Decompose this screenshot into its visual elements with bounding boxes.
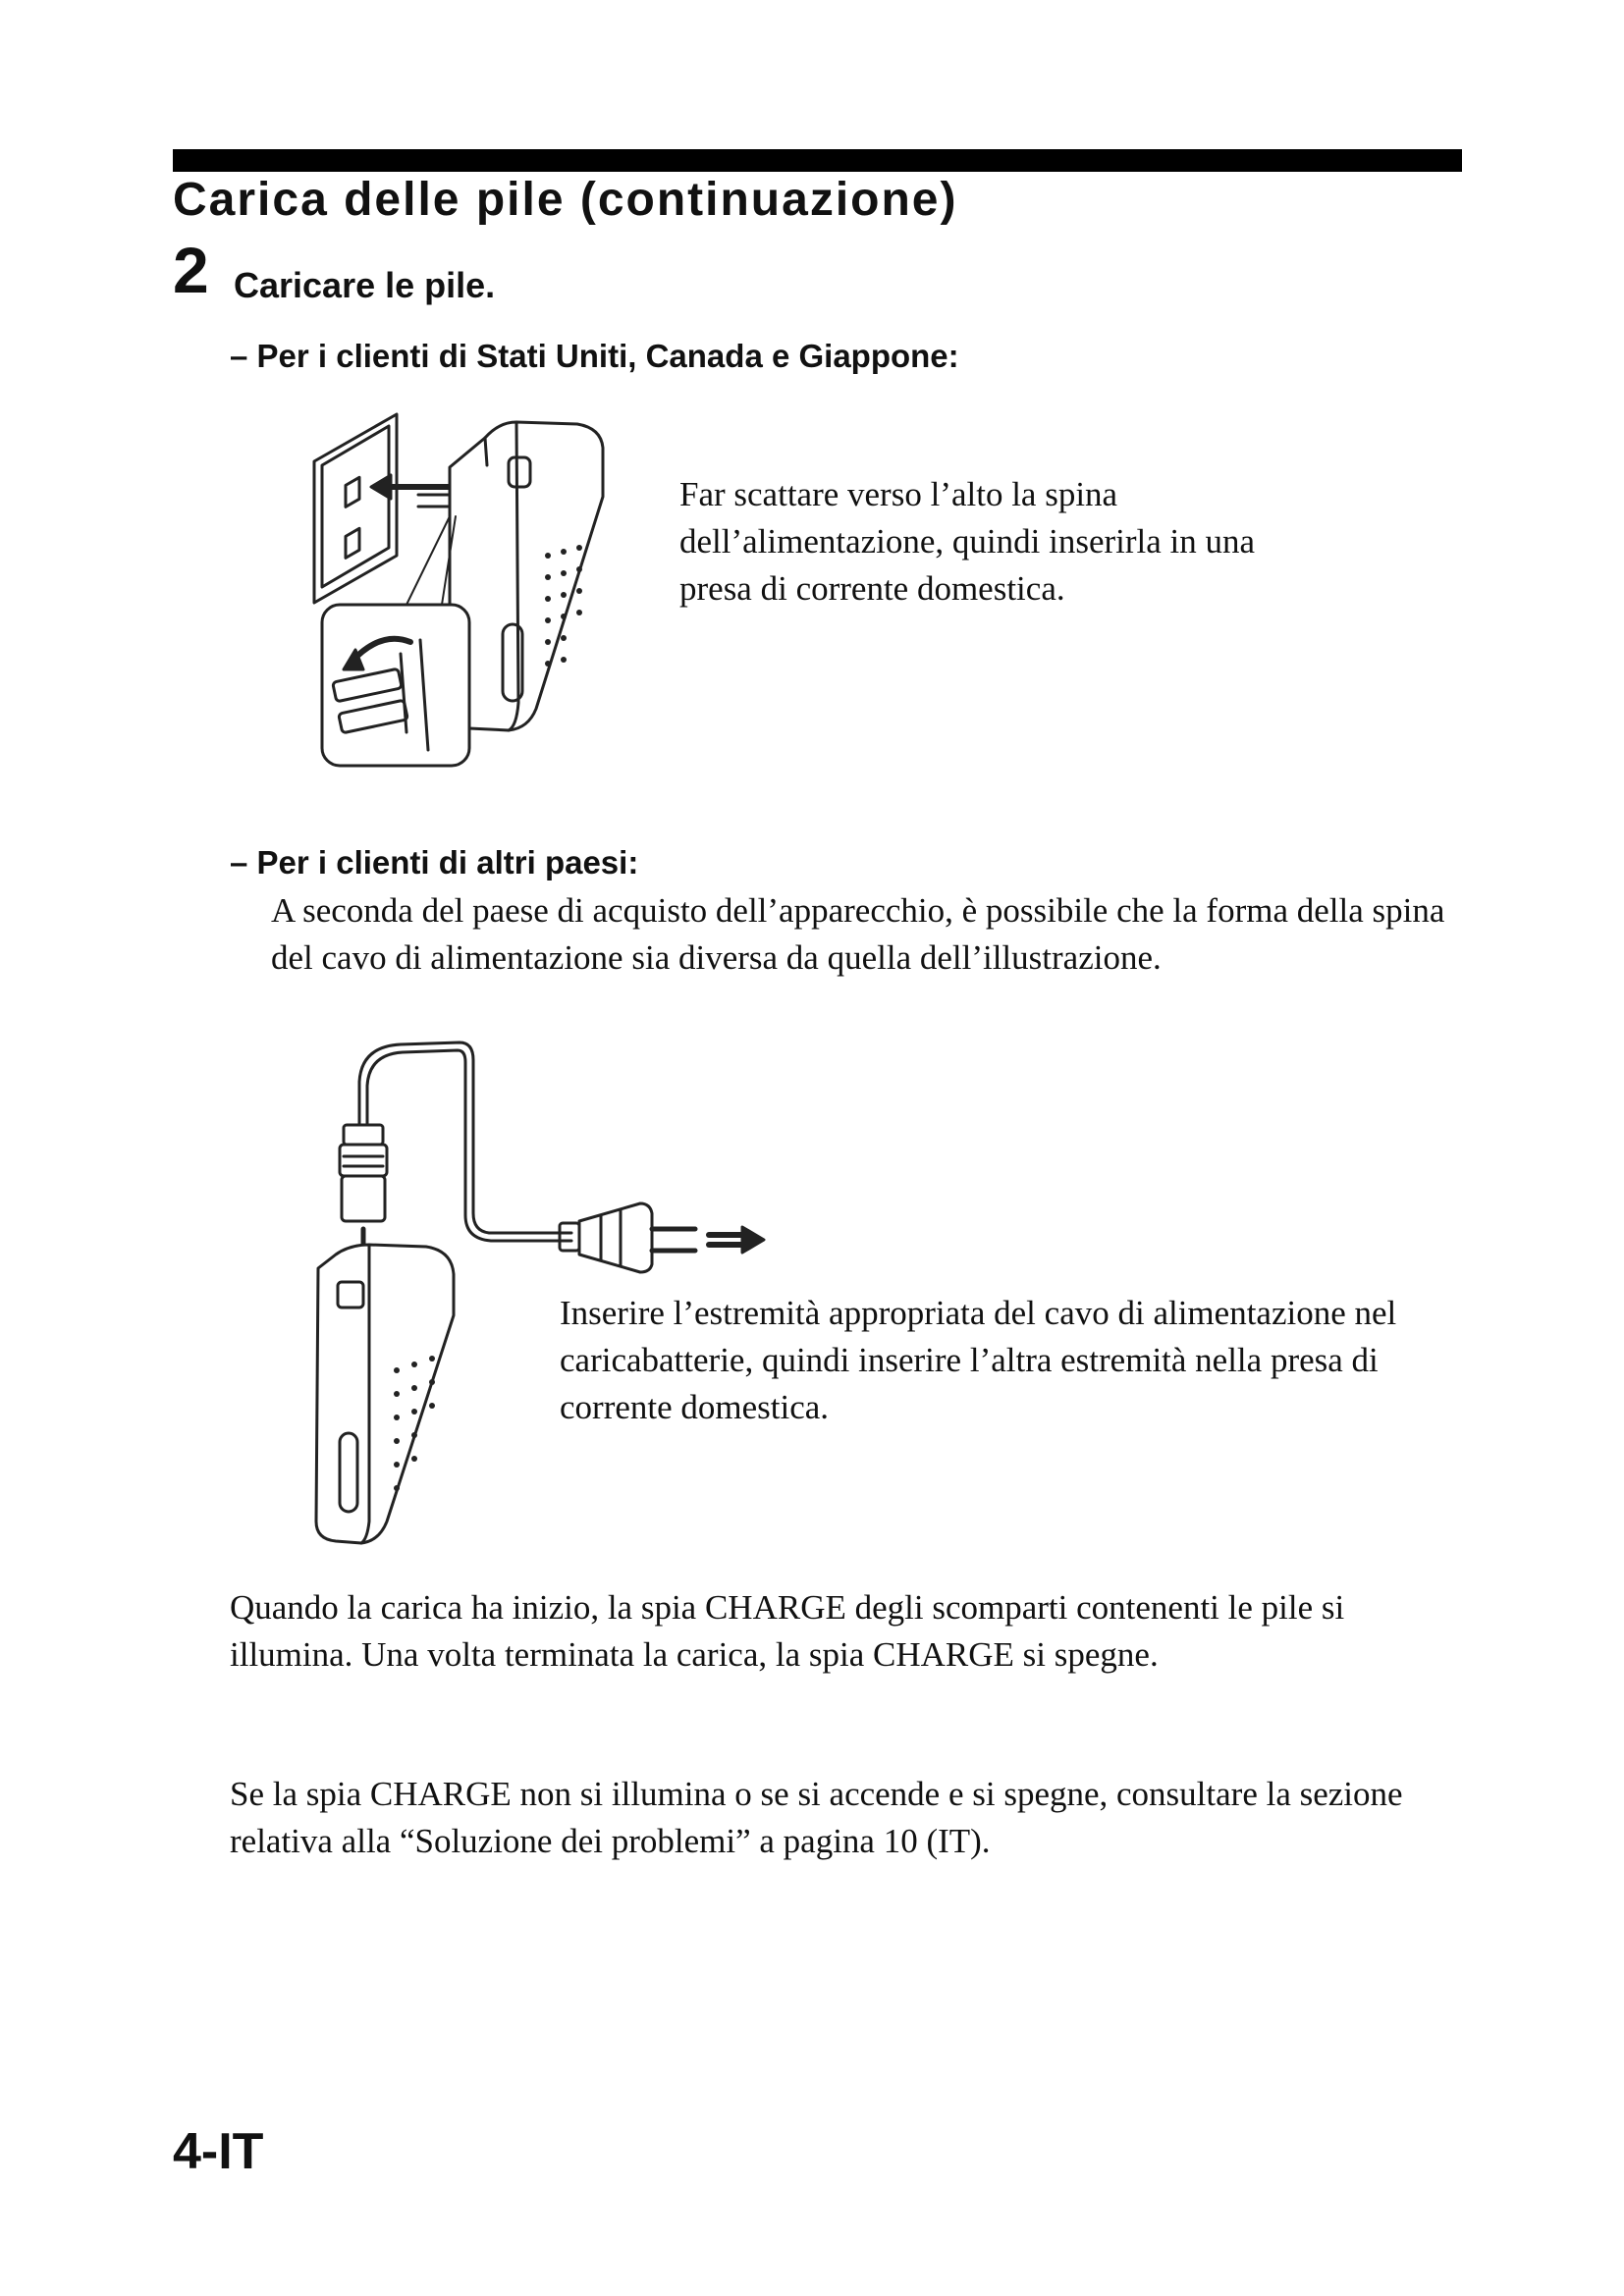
step-title: Caricare le pile. bbox=[234, 265, 496, 305]
usa-section-heading: – Per i clienti di Stati Uniti, Canada e Giappone: bbox=[230, 338, 959, 374]
other-section-caption: Inserire l’estremità appropriata del cavo di alimentazione nel caricabatterie, quindi inserire l’altra estremità nella presa di corrente domestica. bbox=[560, 1294, 1397, 1426]
other-section-intro: A seconda del paese di acquisto dell’apparecchio, è possibile che la forma della spina del cavo di alimentazione sia diversa da quella dell’illustrazione. bbox=[271, 891, 1445, 977]
body-paragraph-2: Se la spia CHARGE non si illumina o se si accende e si spegne, consultare la sezione relativa alla “Soluzione dei problemi” a pagina 10 (IT). bbox=[230, 1775, 1403, 1860]
section-title: Carica delle pile (continuazione) bbox=[173, 174, 958, 226]
usa-caption: Far scattare verso l’alto la spina dell’alimentazione, quindi inserirla in una presa di corrente domestica. bbox=[679, 475, 1256, 608]
header-rule bbox=[173, 149, 1462, 172]
body-paragraph-1: Quando la carica ha inizio, la spia CHARGE degli scomparti contenenti le pile si illumina. Una volta terminata la carica, la spia CHARGE si spegne. bbox=[230, 1588, 1345, 1674]
step-number: 2 bbox=[173, 234, 209, 306]
other-section-heading: – Per i clienti di altri paesi: bbox=[230, 844, 639, 881]
page-number: 4-IT bbox=[173, 2123, 264, 2180]
charger-wall-outlet-illustration bbox=[312, 408, 607, 772]
